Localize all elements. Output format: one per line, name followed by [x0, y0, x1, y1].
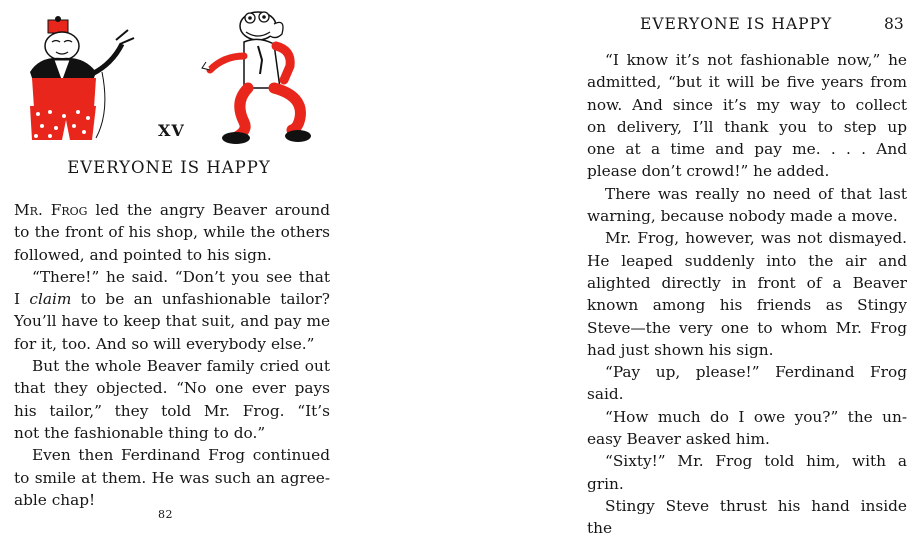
small-caps-lead: Mr. Frog — [14, 201, 88, 219]
left-page — [0, 0, 456, 530]
page-number: 82 — [158, 508, 173, 521]
paragraph-line: on delivery, I’ll thank you to step up — [587, 117, 907, 136]
paragraph: “There!” he said. “Don’t you see that — [32, 267, 330, 286]
paragraph-line: grin. — [587, 474, 624, 493]
paragraph-line: that they objected. “No one ever pays — [14, 379, 330, 398]
paragraph-line: please don’t crowd!” he added. — [587, 162, 830, 181]
paragraph-line: easy Beaver asked him. — [587, 430, 770, 449]
paragraph-line: his tailor,” they told Mr. Frog. “It’s — [14, 401, 330, 420]
running-head: EVERYONE IS HAPPY — [640, 15, 833, 33]
beaver-tailor-illustration — [12, 12, 137, 142]
chapter-number: XV — [158, 121, 185, 140]
paragraph-line: able chap! — [14, 490, 96, 509]
paragraph: “I know it’s not fashionable now,” he — [605, 51, 907, 69]
paragraph-line: warning, because nobody made a move. — [587, 207, 898, 226]
paragraph-line: admitted, “but it will be five years from — [587, 73, 907, 92]
paragraph: “Pay up, please!” Ferdinand Frog — [605, 363, 907, 382]
paragraph: Mr. Frog led the angry Beaver around — [14, 201, 330, 219]
paragraph-line: You’ll have to keep that suit, and pay me — [14, 312, 330, 331]
paragraph-line: alighted directly in front of a Beaver — [587, 273, 907, 292]
emphasis: claim — [29, 290, 72, 309]
paragraph-line: known among his friends as Stingy — [587, 296, 907, 315]
page-number: 83 — [884, 15, 904, 33]
paragraph-line: to smile at them. He was such an agree- — [14, 468, 330, 487]
chapter-title: EVERYONE IS HAPPY — [67, 158, 271, 177]
paragraph-line: followed, and pointed to his sign. — [14, 245, 272, 264]
paragraph-line: now. And since it’s my way to collect — [587, 95, 907, 114]
paragraph: “Sixty!” Mr. Frog told him, with a — [605, 452, 907, 471]
paragraph-line: Steve—the very one to whom Mr. Frog — [587, 318, 907, 337]
paragraph: There was really no need of that last — [605, 184, 907, 203]
paragraph-line: not the fashionable thing to do.” — [14, 423, 266, 442]
paragraph-line: one at a time and pay me. . . . And — [587, 140, 907, 159]
left-page-text — [14, 199, 330, 511]
paragraph: Even then Ferdinand Frog continued — [32, 446, 330, 465]
paragraph: But the whole Beaver family cried out — [32, 357, 330, 376]
frog-tailor-illustration — [200, 6, 325, 148]
paragraph-line: to the front of his shop, while the others — [14, 223, 330, 242]
right-page-text — [587, 49, 907, 540]
paragraph-line: for it, too. And so will everybody else.” — [14, 334, 315, 353]
paragraph: Mr. Frog, however, was not dismayed. — [605, 229, 907, 248]
paragraph: Stingy Steve thrust his hand inside the — [587, 496, 907, 538]
paragraph-line: I claim to be an unfashionable tailor? — [14, 290, 331, 309]
paragraph-line: said. — [587, 385, 624, 404]
paragraph: “How much do I owe you?” the un- — [605, 407, 907, 426]
paragraph-line: He leaped suddenly into the air and — [587, 251, 907, 270]
right-page — [456, 0, 913, 538]
paragraph-line: had just shown his sign. — [587, 340, 774, 359]
